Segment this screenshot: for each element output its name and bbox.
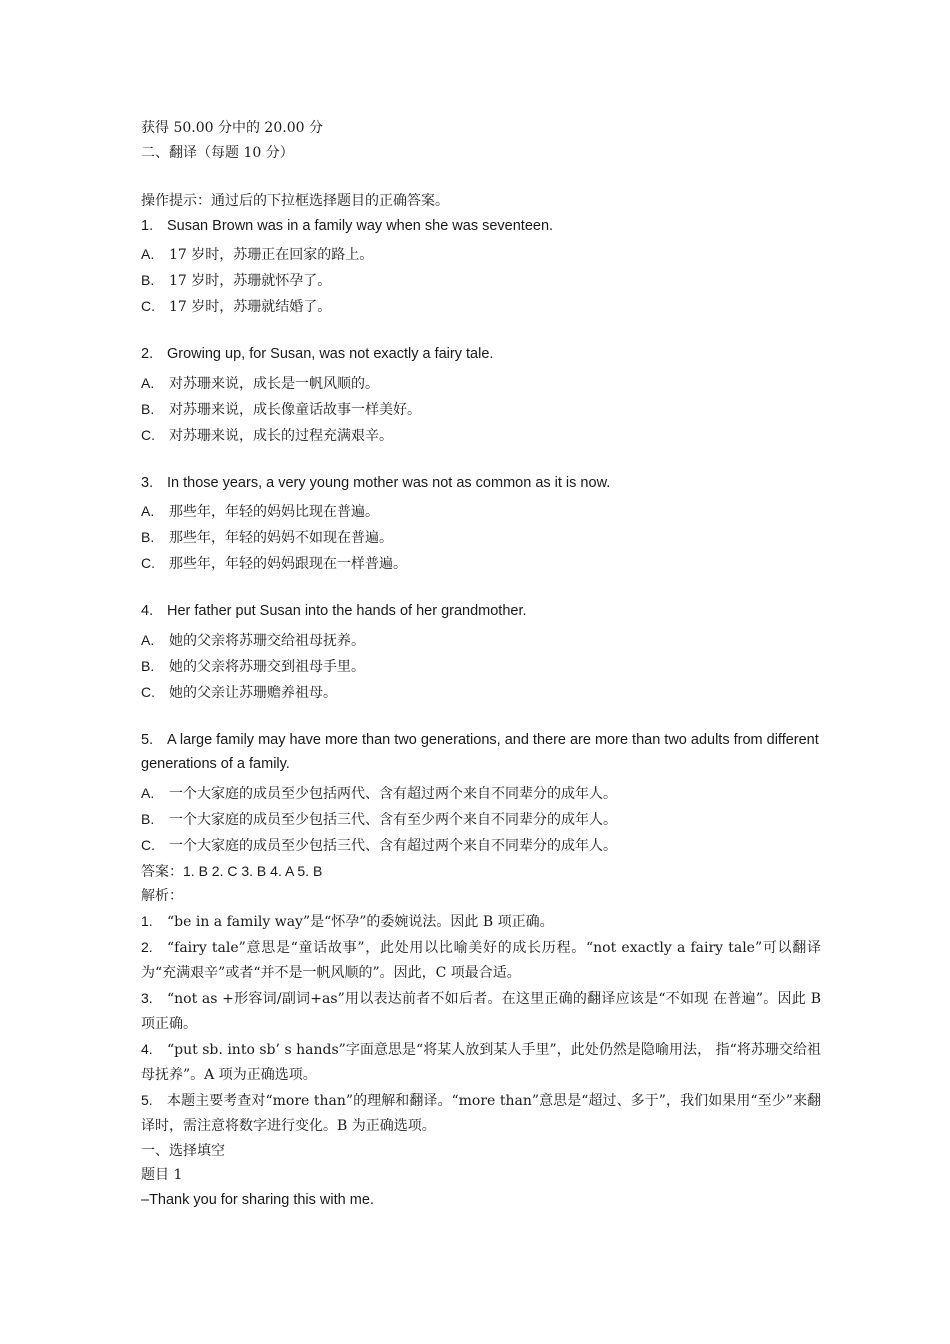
option-b: B. 对苏珊来说，成长像童话故事一样美好。	[141, 400, 421, 418]
spacer	[141, 320, 821, 342]
document-page	[141, 116, 821, 1216]
section-title-fill-in: 一、选择填空	[141, 1142, 225, 1159]
question-5	[141, 728, 821, 859]
question-title: 题目 1	[141, 1167, 183, 1183]
answer-line: 答案：1. B 2. C 3. B 4. A 5. B	[141, 862, 323, 880]
question-text: 3. In those years, a very young mother was not as common as it is now.	[141, 474, 611, 491]
question-1	[141, 214, 821, 321]
analysis-item: 1. “be in a family way”是“怀孕”的委婉说法。因此 B 项正确。	[141, 912, 554, 930]
dialogue-line: –Thank you for sharing this with me.	[141, 1191, 374, 1208]
spacer	[141, 577, 821, 599]
analysis-label: 解析：	[141, 888, 183, 904]
analysis-list	[141, 909, 821, 1139]
spacer	[141, 449, 821, 471]
option-b: B. 一个大家庭的成员至少包括三代、含有至少两个来自不同辈分的成年人。	[141, 810, 617, 828]
spacer	[141, 165, 821, 189]
instruction-text: 操作提示：通过后的下拉框选择题目的正确答案。	[141, 193, 449, 209]
option-c: C. 17 岁时，苏珊就结婚了。	[141, 298, 332, 315]
analysis-item: 4. “put sb. into sb’ s hands”字面意思是“将某人放到某人手里”，此处仍然是隐喻用法， 指“将苏珊交给祖母抚养”。A 项为正确选项。	[141, 1040, 821, 1083]
question-text: 5. A large family may have more than two generations, and there are more than two adults from different generations of a family.	[141, 731, 823, 772]
option-a: A. 那些年，年轻的妈妈比现在普遍。	[141, 503, 379, 520]
option-b: B. 那些年，年轻的妈妈不如现在普遍。	[141, 529, 393, 546]
question-text: 4. Her father put Susan into the hands of her grandmother.	[141, 603, 527, 619]
option-a: A. 一个大家庭的成员至少包括两代、含有超过两个来自不同辈分的成年人。	[141, 784, 617, 802]
score-line: 获得 50.00 分中的 20.00 分	[141, 120, 323, 136]
option-c: C. 那些年，年轻的妈妈跟现在一样普遍。	[141, 555, 407, 572]
analysis-item: 3. “not as +形容词/副词+as”用以表达前者不如后者。在这里正确的翻译应该是“不如现 在普遍”。因此 B 项正确。	[141, 989, 821, 1032]
option-c: C. 一个大家庭的成员至少包括三代、含有超过两个来自不同辈分的成年人。	[141, 836, 617, 854]
option-a: A. 对苏珊来说，成长是一帆风顺的。	[141, 374, 379, 392]
spacer	[141, 706, 821, 728]
analysis-item: 2. “fairy tale”意思是“童话故事”，此处用以比喻美好的成长历程。“not exactly a fairy tale”可以翻译为“充满艰辛”或者“并不是一帆风顺的”。因此，C 项最合适。	[141, 938, 821, 981]
option-a: A. 她的父亲将苏珊交给祖母抚养。	[141, 631, 365, 649]
question-4	[141, 599, 821, 706]
analysis-item: 5. 本题主要考查对“more than”的理解和翻译。“more than”意思是“超过、多于”，我们如果用“至少”来翻译时，需注意将数字进行变化。B 为正确选项。	[141, 1091, 821, 1134]
option-c: C. 对苏珊来说，成长的过程充满艰辛。	[141, 426, 393, 444]
question-text: 1. Susan Brown was in a family way when she was seventeen.	[141, 217, 554, 234]
option-c: C. 她的父亲让苏珊赡养祖母。	[141, 683, 337, 701]
question-text: 2. Growing up, for Susan, was not exactly a fairy tale.	[141, 346, 494, 362]
question-2	[141, 342, 821, 449]
question-3	[141, 471, 821, 578]
option-b: B. 17 岁时，苏珊就怀孕了。	[141, 272, 332, 289]
option-a: A. 17 岁时，苏珊正在回家的路上。	[141, 246, 374, 263]
option-b: B. 她的父亲将苏珊交到祖母手里。	[141, 657, 365, 675]
section-title-translation: 二、翻译（每题 10 分）	[141, 144, 294, 161]
